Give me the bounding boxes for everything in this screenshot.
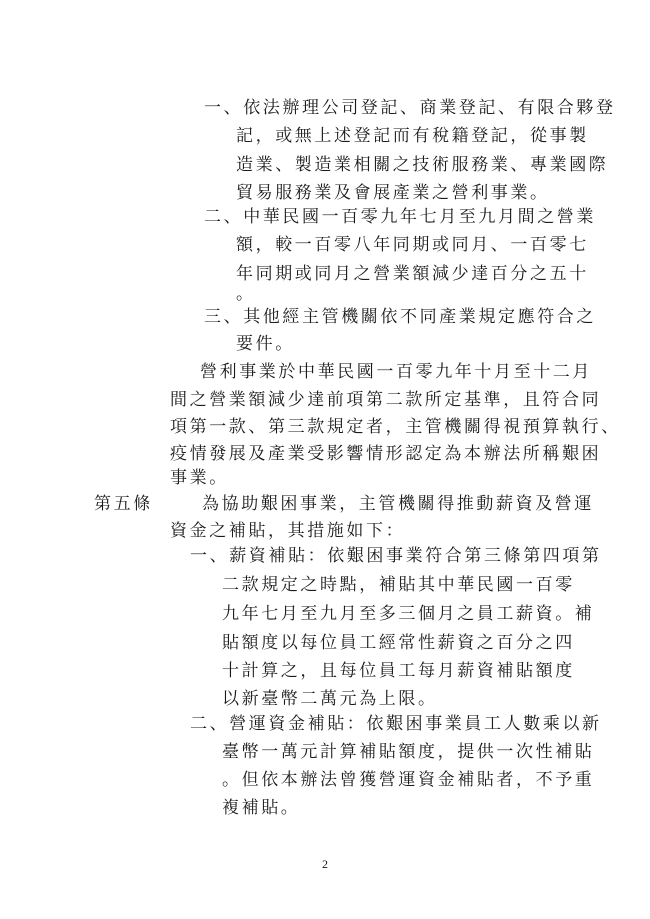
clause4-paragraph-line1: 營利事業於中華民國一百零九年十月至十二月 [200,362,592,382]
article5-label: 第五條 [94,494,153,514]
clause4-item1-line1: 一、依法辦理公司登記、商業登記、有限合夥登 [204,98,616,118]
article5-item1-line4: 貼額度以每位員工經常性薪資之百分之四 [222,633,575,653]
article5-item1-line1: 一、薪資補貼：依艱困事業符合第三條第四項第 [190,546,602,566]
article5-item2-line2: 臺幣一萬元計算補貼額度，提供一次性補貼 [222,742,595,762]
clause4-paragraph-line4: 疫情發展及產業受影響情形認定為本辦法所稱艱困 [170,444,602,464]
clause4-item2-line3: 年同期或同月之營業額減少達百分之五十 [236,264,589,284]
article5-item1-line2: 二款規定之時點，補貼其中華民國一百零 [222,575,575,595]
article5-item1-line6: 以新臺幣二萬元為上限。 [222,689,438,709]
clause4-item2-line1: 二、中華民國一百零九年七月至九月間之營業 [204,207,596,227]
article5-item1-line3: 九年七月至九月至多三個月之員工薪資。補 [222,604,595,624]
clause4-item3-line1: 三、其他經主管機關依不同產業規定應符合之 [204,307,596,327]
clause4-paragraph-line2: 間之營業額減少達前項第二款所定基準，且符合同 [170,390,602,410]
article5-intro-line1: 為協助艱困事業，主管機關得推動薪資及營運 [202,494,594,514]
clause4-item2-line2: 額，較一百零八年同期或同月、一百零七 [236,235,589,255]
article5-item1-line5: 十計算之，且每位員工每月薪資補貼額度 [222,661,575,681]
clause4-item3-line2: 要件。 [236,334,295,354]
clause4-paragraph-line5: 事業。 [170,468,229,488]
article5-item2-line3: 。但依本辦法曾獲營運資金補貼者，不予重 [222,770,595,790]
article5-item2-line4: 複補貼。 [222,798,301,818]
clause4-item2-line4: 。 [236,284,256,304]
clause4-item1-line4: 貿易服務業及會展產業之營利事業。 [236,183,550,203]
clause4-item1-line2: 記，或無上述登記而有稅籍登記，從事製 [236,126,589,146]
page-number: 2 [322,857,328,871]
article5-item2-line1: 二、營運資金補貼：依艱困事業員工人數乘以新 [190,714,602,734]
clause4-item1-line3: 造業、製造業相關之技術服務業、專業國際 [236,155,609,175]
clause4-paragraph-line3: 項第一款、第三款規定者，主管機關得視預算執行、 [170,417,621,437]
article5-intro-line2: 資金之補貼，其措施如下： [170,521,406,541]
